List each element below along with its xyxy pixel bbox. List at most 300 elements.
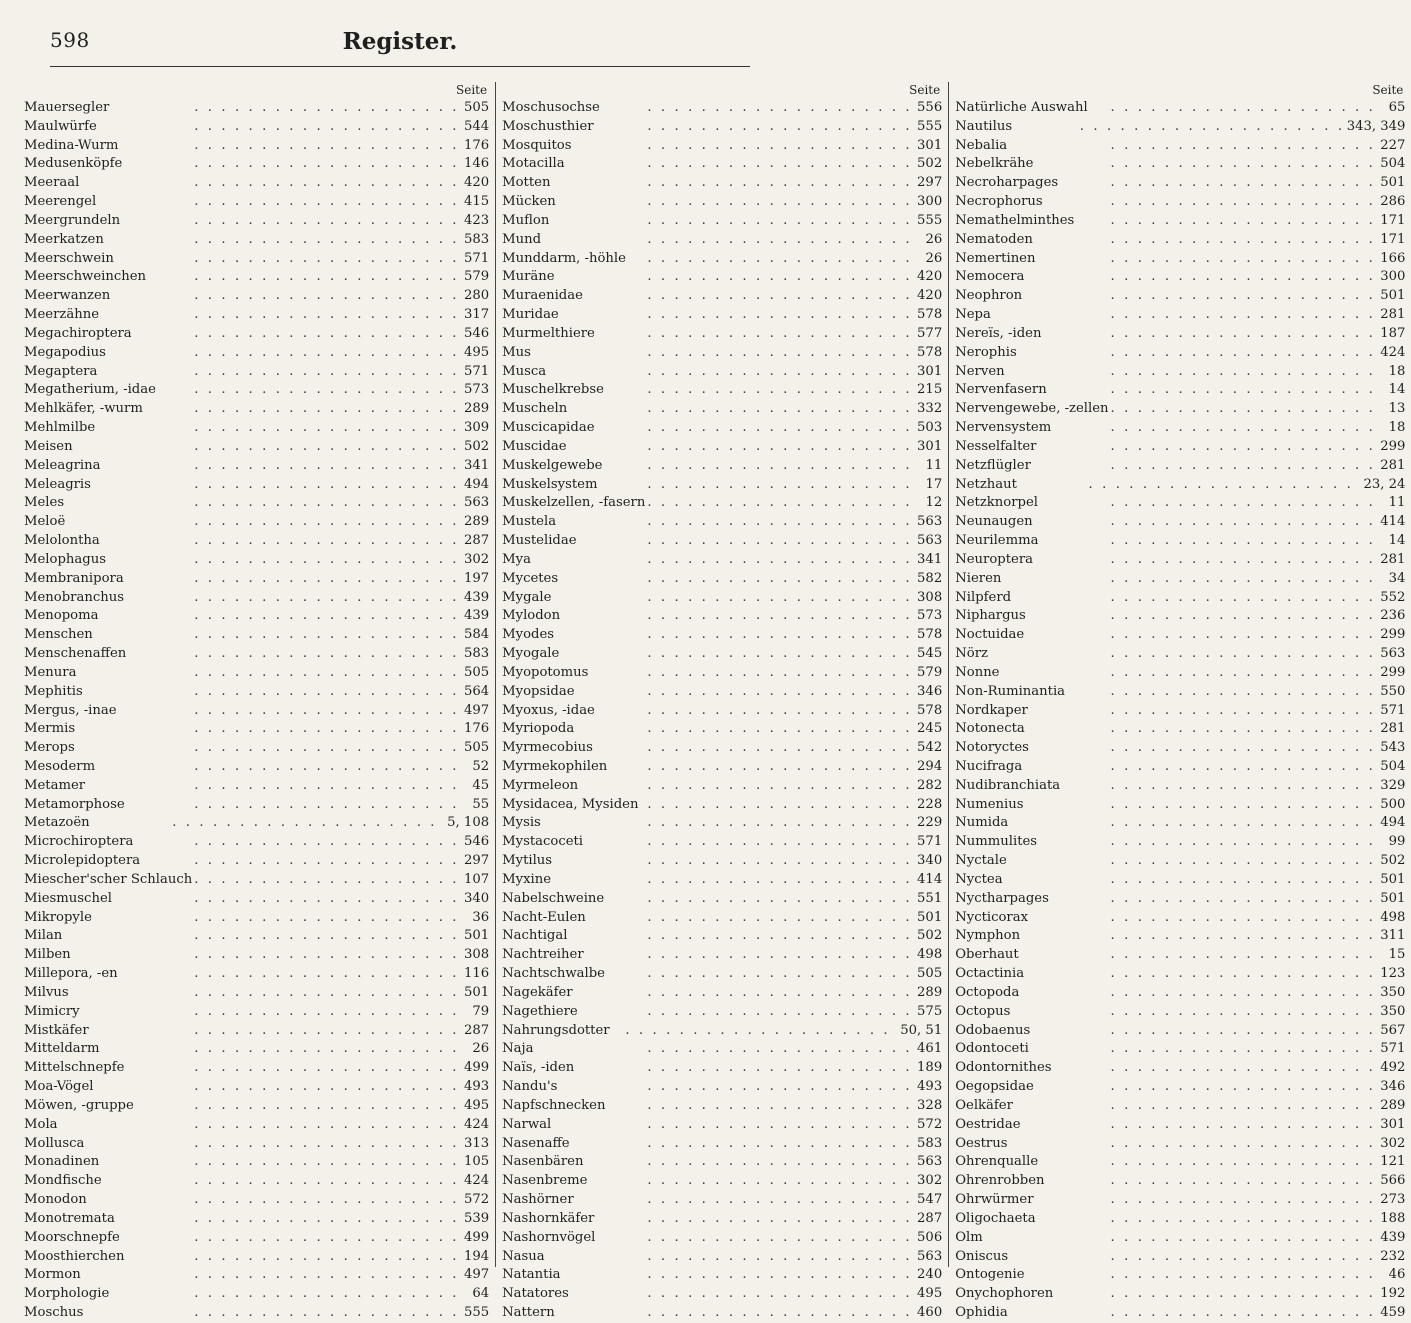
index-page-number: 566 bbox=[1380, 1173, 1406, 1189]
index-page-number: 415 bbox=[463, 194, 490, 210]
index-term: Oligochaeta bbox=[955, 1210, 1036, 1226]
index-entry bbox=[502, 814, 942, 833]
index-page-number: 423 bbox=[463, 212, 490, 228]
dot-leader: . . . . . . . . . . . . . . . . . . . . bbox=[647, 1305, 913, 1320]
index-page-number: 439 bbox=[463, 589, 490, 605]
index-page-number: 232 bbox=[1380, 1248, 1406, 1264]
dot-leader: . . . . . . . . . . . . . . . . . . . . bbox=[1110, 646, 1376, 662]
index-page-number: 65 bbox=[1388, 100, 1406, 115]
index-term: Membranipora bbox=[24, 570, 124, 586]
index-page-number: 571 bbox=[1380, 702, 1406, 718]
dot-leader: . . . . . . . . . . . . . . . . . . . . bbox=[1110, 1210, 1376, 1226]
dot-leader: . . . . . . . . . . . . . . . . . . . . bbox=[1110, 156, 1376, 172]
index-entry bbox=[502, 1304, 942, 1323]
dot-leader: . . . . . . . . . . . . . . . . . . . . bbox=[647, 533, 913, 549]
index-page-number: 583 bbox=[463, 231, 490, 247]
dot-leader: . . . . . . . . . . . . . . . . . . . . bbox=[1110, 269, 1376, 285]
index-term: Mauersegler bbox=[24, 100, 110, 115]
index-entry bbox=[502, 344, 942, 363]
index-entry bbox=[502, 1059, 942, 1078]
index-entry bbox=[24, 852, 489, 871]
index-term: Megatherium, -idae bbox=[24, 382, 156, 398]
index-term: Mysidacea, Mysiden bbox=[502, 796, 639, 812]
dot-leader: . . . . . . . . . . . . . . . . . . . . bbox=[1110, 608, 1376, 624]
index-entry bbox=[955, 626, 1405, 645]
index-entry bbox=[955, 890, 1405, 909]
index-entry bbox=[502, 1210, 942, 1229]
index-term: Milben bbox=[24, 947, 71, 963]
index-entry bbox=[24, 476, 489, 495]
index-page-number: 439 bbox=[1380, 1229, 1406, 1245]
index-page-number: 52 bbox=[472, 758, 490, 774]
index-entry bbox=[955, 739, 1405, 758]
index-entry bbox=[955, 494, 1405, 513]
index-entry bbox=[955, 1304, 1405, 1323]
index-page-number: 578 bbox=[917, 702, 943, 718]
dot-leader: . . . . . . . . . . . . . . . . . . . . bbox=[647, 966, 913, 982]
index-term: Odontoceti bbox=[955, 1041, 1029, 1057]
index-term: Notoryctes bbox=[955, 740, 1029, 756]
index-page-number: 546 bbox=[463, 325, 490, 341]
index-entry bbox=[502, 1097, 942, 1116]
index-entry bbox=[24, 1248, 489, 1267]
index-page-number: 192 bbox=[1380, 1286, 1406, 1302]
index-page-number: 563 bbox=[917, 1154, 943, 1170]
dot-leader: . . . . . . . . . . . . . . . . . . . . bbox=[194, 890, 460, 906]
dot-leader: . . . . . . . . . . . . . . . . . . . . bbox=[647, 1060, 913, 1076]
index-page-number: 282 bbox=[917, 777, 943, 793]
index-entry bbox=[24, 796, 489, 815]
index-page-number: 197 bbox=[463, 570, 490, 586]
index-term: Mysis bbox=[502, 815, 541, 831]
dot-leader: . . . . . . . . . . . . . . . . . . . . bbox=[194, 307, 460, 323]
index-page-number: 461 bbox=[917, 1041, 943, 1057]
index-entry bbox=[955, 1191, 1405, 1210]
index-term: Mus bbox=[502, 344, 531, 360]
index-entry bbox=[24, 99, 489, 118]
index-term: Nabelschweine bbox=[502, 890, 605, 906]
dot-leader: . . . . . . . . . . . . . . . . . . . . bbox=[194, 137, 460, 153]
index-term: Microchiroptera bbox=[24, 834, 134, 850]
index-page-number: 46 bbox=[1388, 1267, 1406, 1283]
index-term: Neophron bbox=[955, 288, 1023, 304]
index-term: Netzhaut bbox=[955, 476, 1017, 492]
index-page-number: 578 bbox=[917, 627, 943, 643]
dot-leader: . . . . . . . . . . . . . . . . . . . . bbox=[1110, 137, 1376, 153]
index-term: Naïs, -iden bbox=[502, 1060, 575, 1076]
index-page-number: 501 bbox=[1380, 890, 1406, 906]
index-term: Muräne bbox=[502, 269, 555, 285]
index-page-number: 294 bbox=[917, 758, 943, 774]
index-term: Nagethiere bbox=[502, 1003, 578, 1019]
dot-leader: . . . . . . . . . . . . . . . . . . . . bbox=[194, 853, 460, 869]
dot-leader: . . . . . . . . . . . . . . . . . . . . bbox=[194, 721, 460, 737]
dot-leader: . . . . . . . . . . . . . . . . . . . . bbox=[647, 1267, 913, 1283]
index-page-number: 26 bbox=[925, 231, 943, 247]
dot-leader: . . . . . . . . . . . . . . . . . . . . bbox=[1110, 966, 1376, 982]
dot-leader: . . . . . . . . . . . . . . . . . . . . bbox=[194, 100, 460, 115]
index-page-number: 36 bbox=[472, 909, 490, 925]
index-term: Numida bbox=[955, 815, 1009, 831]
index-term: Natantia bbox=[502, 1267, 561, 1283]
index-term: Muraenidae bbox=[502, 288, 583, 304]
index-entry bbox=[24, 1229, 489, 1248]
dot-leader: . . . . . . . . . . . . . . . . . . . . bbox=[647, 457, 913, 473]
index-term: Mistkäfer bbox=[24, 1022, 89, 1038]
index-term: Non-Ruminantia bbox=[955, 683, 1066, 699]
index-entry bbox=[24, 287, 489, 306]
dot-leader: . . . . . . . . . . . . . . . . . . . . bbox=[647, 1192, 913, 1208]
index-entry bbox=[24, 1210, 489, 1229]
dot-leader: . . . . . . . . . . . . . . . . . . . . bbox=[1110, 721, 1376, 737]
index-entry bbox=[24, 833, 489, 852]
index-page-number: 332 bbox=[917, 401, 943, 417]
index-entry bbox=[955, 984, 1405, 1003]
index-page-number: 584 bbox=[463, 627, 490, 643]
index-term: Medina-Wurm bbox=[24, 137, 119, 153]
index-entry bbox=[24, 909, 489, 928]
index-term: Monotremata bbox=[24, 1210, 115, 1226]
index-term: Ohrenrobben bbox=[955, 1173, 1045, 1189]
dot-leader: . . . . . . . . . . . . . . . . . . . . bbox=[647, 269, 913, 285]
index-term: Muschelkrebse bbox=[502, 382, 604, 398]
dot-leader: . . . . . . . . . . . . . . . . . . . . bbox=[1110, 984, 1376, 1000]
index-entry bbox=[955, 268, 1405, 287]
index-term: Nilpferd bbox=[955, 589, 1012, 605]
index-term: Nucifraga bbox=[955, 758, 1023, 774]
dot-leader: . . . . . . . . . . . . . . . . . . . . bbox=[1110, 1286, 1376, 1302]
index-page-number: 424 bbox=[463, 1116, 490, 1132]
dot-leader: . . . . . . . . . . . . . . . . . . . . bbox=[1110, 533, 1376, 549]
index-entry bbox=[502, 1266, 942, 1285]
index-entry bbox=[502, 852, 942, 871]
index-entry bbox=[955, 1135, 1405, 1154]
dot-leader: . . . . . . . . . . . . . . . . . . . . bbox=[194, 664, 460, 680]
dot-leader: . . . . . . . . . . . . . . . . . . . . bbox=[1088, 476, 1354, 492]
dot-leader: . . . . . . . . . . . . . . . . . . . . bbox=[1110, 740, 1376, 756]
index-page-number: 578 bbox=[917, 344, 943, 360]
index-entry bbox=[502, 306, 942, 325]
index-term: Nereïs, -iden bbox=[955, 325, 1042, 341]
index-term: Numenius bbox=[955, 796, 1024, 812]
index-entry bbox=[24, 1059, 489, 1078]
index-entry bbox=[24, 683, 489, 702]
dot-leader: . . . . . . . . . . . . . . . . . . . . bbox=[647, 1154, 913, 1170]
index-page-number: 350 bbox=[1380, 984, 1406, 1000]
dot-leader: . . . . . . . . . . . . . . . . . . . . bbox=[1110, 231, 1376, 247]
index-entry bbox=[955, 532, 1405, 551]
index-term: Menobranchus bbox=[24, 589, 124, 605]
index-entry bbox=[955, 777, 1405, 796]
index-entry bbox=[502, 476, 942, 495]
dot-leader: . . . . . . . . . . . . . . . . . . . . bbox=[647, 288, 913, 304]
index-entry bbox=[502, 1191, 942, 1210]
index-entry bbox=[24, 890, 489, 909]
index-entry bbox=[24, 871, 489, 890]
index-term: Muskelsystem bbox=[502, 476, 598, 492]
index-entry bbox=[955, 1097, 1405, 1116]
dot-leader: . . . . . . . . . . . . . . . . . . . . bbox=[647, 890, 913, 906]
dot-leader: . . . . . . . . . . . . . . . . . . . . bbox=[172, 815, 438, 831]
index-term: Meles bbox=[24, 495, 65, 511]
index-page-number: 287 bbox=[463, 533, 490, 549]
index-entry bbox=[502, 457, 942, 476]
index-entry bbox=[24, 739, 489, 758]
index-entry bbox=[955, 909, 1405, 928]
dot-leader: . . . . . . . . . . . . . . . . . . . . bbox=[647, 1248, 913, 1264]
index-page-number: 502 bbox=[463, 438, 490, 454]
dot-leader: . . . . . . . . . . . . . . . . . . . . bbox=[647, 1079, 913, 1095]
dot-leader: . . . . . . . . . . . . . . . . . . . . bbox=[194, 1305, 460, 1320]
index-page-number: 289 bbox=[463, 401, 490, 417]
index-entry bbox=[502, 720, 942, 739]
index-entry bbox=[502, 626, 942, 645]
index-entry bbox=[955, 702, 1405, 721]
index-term: Mitteldarm bbox=[24, 1041, 100, 1057]
index-term: Moosthierchen bbox=[24, 1248, 125, 1264]
index-entry bbox=[24, 1003, 489, 1022]
index-page-number: 301 bbox=[917, 438, 943, 454]
index-page-number: 582 bbox=[917, 570, 943, 586]
index-page-number: 493 bbox=[917, 1079, 943, 1095]
index-entry bbox=[24, 137, 489, 156]
index-page-number: 301 bbox=[917, 363, 943, 379]
index-page-number: 187 bbox=[1380, 325, 1406, 341]
index-term: Nerven bbox=[955, 363, 1005, 379]
index-page-number: 563 bbox=[463, 495, 490, 511]
dot-leader: . . . . . . . . . . . . . . . . . . . . bbox=[647, 721, 913, 737]
index-entry bbox=[24, 438, 489, 457]
index-entry bbox=[24, 325, 489, 344]
index-page-number: 299 bbox=[1380, 438, 1406, 454]
index-term: Meerkatzen bbox=[24, 231, 104, 247]
index-page-number: 414 bbox=[1380, 514, 1406, 530]
index-entry bbox=[24, 532, 489, 551]
index-term: Mittelschnepfe bbox=[24, 1060, 125, 1076]
index-term: Megachiroptera bbox=[24, 325, 132, 341]
index-page-number: 18 bbox=[1388, 363, 1406, 379]
index-page-number: 171 bbox=[1380, 231, 1406, 247]
index-column-2 bbox=[495, 82, 948, 1320]
index-term: Myoxus, -idae bbox=[502, 702, 595, 718]
dot-leader: . . . . . . . . . . . . . . . . . . . . bbox=[647, 796, 913, 812]
index-entry bbox=[24, 457, 489, 476]
index-term: Mustela bbox=[502, 514, 557, 530]
index-entry bbox=[502, 965, 942, 984]
dot-leader: . . . . . . . . . . . . . . . . . . . . bbox=[1110, 1135, 1376, 1151]
index-term: Milan bbox=[24, 928, 63, 944]
index-page-number: 504 bbox=[1380, 758, 1406, 774]
dot-leader: . . . . . . . . . . . . . . . . . . . . bbox=[647, 325, 913, 341]
dot-leader: . . . . . . . . . . . . . . . . . . . . bbox=[1110, 627, 1376, 643]
index-page-number: 501 bbox=[463, 928, 490, 944]
dot-leader: . . . . . . . . . . . . . . . . . . . . bbox=[194, 1229, 460, 1245]
index-term: Nervengewebe, -zellen bbox=[955, 401, 1109, 417]
index-entry bbox=[955, 570, 1405, 589]
index-page-number: 498 bbox=[917, 947, 943, 963]
index-term: Nasenaffe bbox=[502, 1135, 570, 1151]
index-term: Moschusochse bbox=[502, 100, 600, 115]
index-entry bbox=[955, 1210, 1405, 1229]
index-term: Oberhaut bbox=[955, 947, 1019, 963]
dot-leader: . . . . . . . . . . . . . . . . . . . . bbox=[1110, 457, 1376, 473]
index-page-number: 302 bbox=[1380, 1135, 1406, 1151]
dot-leader: . . . . . . . . . . . . . . . . . . . . bbox=[647, 344, 913, 360]
index-term: Neuroptera bbox=[955, 551, 1034, 567]
index-entry bbox=[502, 155, 942, 174]
index-page-number: 116 bbox=[463, 966, 490, 982]
dot-leader: . . . . . . . . . . . . . . . . . . . . bbox=[647, 740, 913, 756]
index-entry bbox=[955, 1078, 1405, 1097]
index-entry bbox=[24, 1304, 489, 1323]
index-term: Muskelzellen, -fasern bbox=[502, 495, 646, 511]
dot-leader: . . . . . . . . . . . . . . . . . . . . bbox=[647, 363, 913, 379]
index-term: Niphargus bbox=[955, 608, 1026, 624]
index-entry bbox=[955, 1022, 1405, 1041]
index-entry bbox=[24, 1040, 489, 1059]
index-term: Mesoderm bbox=[24, 758, 96, 774]
index-entry bbox=[955, 118, 1405, 137]
dot-leader: . . . . . . . . . . . . . . . . . . . . bbox=[647, 627, 913, 643]
dot-leader: . . . . . . . . . . . . . . . . . . . . bbox=[647, 250, 913, 266]
dot-leader: . . . . . . . . . . . . . . . . . . . . bbox=[194, 533, 460, 549]
index-term: Natürliche Auswahl bbox=[955, 100, 1088, 115]
index-page-number: 79 bbox=[472, 1003, 490, 1019]
dot-leader: . . . . . . . . . . . . . . . . . . . . bbox=[647, 137, 913, 153]
index-page-number: 414 bbox=[917, 871, 943, 887]
dot-leader: . . . . . . . . . . . . . . . . . . . . bbox=[647, 570, 913, 586]
index-term: Notonecta bbox=[955, 721, 1025, 737]
index-term: Nachtschwalbe bbox=[502, 966, 605, 982]
index-entry bbox=[502, 231, 942, 250]
index-page-number: 551 bbox=[917, 890, 943, 906]
index-entry bbox=[502, 683, 942, 702]
index-term: Oestridae bbox=[955, 1116, 1021, 1132]
index-term: Nandu's bbox=[502, 1079, 558, 1095]
index-term: Moschus bbox=[24, 1305, 84, 1320]
index-entry bbox=[502, 532, 942, 551]
dot-leader: . . . . . . . . . . . . . . . . . . . . bbox=[647, 853, 913, 869]
dot-leader: . . . . . . . . . . . . . . . . . . . . bbox=[194, 608, 460, 624]
index-term: Meeraal bbox=[24, 175, 80, 191]
dot-leader: . . . . . . . . . . . . . . . . . . . . bbox=[1110, 551, 1376, 567]
index-page-number: 55 bbox=[472, 796, 490, 812]
index-page-number: 301 bbox=[917, 137, 943, 153]
dot-leader: . . . . . . . . . . . . . . . . . . . . bbox=[647, 909, 913, 925]
index-term: Olm bbox=[955, 1229, 983, 1245]
index-page-number: 495 bbox=[917, 1286, 943, 1302]
index-page-number: 287 bbox=[917, 1210, 943, 1226]
index-term: Moschusthier bbox=[502, 118, 594, 134]
index-entry bbox=[502, 796, 942, 815]
dot-leader: . . . . . . . . . . . . . . . . . . . . bbox=[647, 928, 913, 944]
index-page-number: 194 bbox=[463, 1248, 490, 1264]
index-term: Miescher'scher Schlauch bbox=[24, 871, 193, 887]
index-term: Nebalia bbox=[955, 137, 1008, 153]
index-term: Millepora, -en bbox=[24, 966, 118, 982]
index-term: Nemertinen bbox=[955, 250, 1036, 266]
index-entry bbox=[955, 155, 1405, 174]
index-entry bbox=[24, 1191, 489, 1210]
dot-leader: . . . . . . . . . . . . . . . . . . . . bbox=[647, 589, 913, 605]
dot-leader: . . . . . . . . . . . . . . . . . . . . bbox=[1110, 589, 1376, 605]
index-entry bbox=[955, 607, 1405, 626]
dot-leader: . . . . . . . . . . . . . . . . . . . . bbox=[194, 834, 460, 850]
index-page-number: 227 bbox=[1380, 137, 1406, 153]
dot-leader: . . . . . . . . . . . . . . . . . . . . bbox=[647, 1229, 913, 1245]
index-entry bbox=[955, 287, 1405, 306]
index-entry bbox=[955, 363, 1405, 382]
index-entry bbox=[24, 758, 489, 777]
index-entry bbox=[24, 231, 489, 250]
index-term: Myopsidae bbox=[502, 683, 575, 699]
index-entry bbox=[955, 1266, 1405, 1285]
dot-leader: . . . . . . . . . . . . . . . . . . . . bbox=[647, 231, 913, 247]
index-entry bbox=[502, 589, 942, 608]
index-entry bbox=[24, 984, 489, 1003]
index-entry bbox=[955, 457, 1405, 476]
index-term: Mystacoceti bbox=[502, 834, 584, 850]
index-entry bbox=[955, 381, 1405, 400]
index-entry bbox=[502, 984, 942, 1003]
index-entry bbox=[502, 118, 942, 137]
index-term: Nörz bbox=[955, 646, 988, 662]
index-page-number: 495 bbox=[463, 344, 490, 360]
dot-leader: . . . . . . . . . . . . . . . . . . . . bbox=[194, 1041, 460, 1057]
index-page-number: 556 bbox=[917, 100, 943, 115]
index-page-number: 341 bbox=[917, 551, 943, 567]
dot-leader: . . . . . . . . . . . . . . . . . . . . bbox=[1110, 401, 1376, 417]
index-term: Mya bbox=[502, 551, 531, 567]
index-page-number: 105 bbox=[463, 1154, 490, 1170]
index-page-number: 123 bbox=[1380, 966, 1406, 982]
dot-leader: . . . . . . . . . . . . . . . . . . . . bbox=[647, 777, 913, 793]
index-entry bbox=[502, 513, 942, 532]
index-page-number: 573 bbox=[917, 608, 943, 624]
dot-leader: . . . . . . . . . . . . . . . . . . . . bbox=[1110, 420, 1376, 436]
index-term: Nieren bbox=[955, 570, 1002, 586]
index-entry bbox=[24, 946, 489, 965]
index-term: Mylodon bbox=[502, 608, 561, 624]
index-page-number: 302 bbox=[463, 551, 490, 567]
index-page-number: 504 bbox=[1380, 156, 1406, 172]
column-heading: Seite bbox=[1372, 83, 1404, 97]
index-page-number: 313 bbox=[463, 1135, 490, 1151]
page-title: Register. bbox=[342, 28, 458, 55]
index-page-number: 340 bbox=[917, 853, 943, 869]
index-term: Narwal bbox=[502, 1116, 552, 1132]
index-page-number: 583 bbox=[463, 646, 490, 662]
dot-leader: . . . . . . . . . . . . . . . . . . . . bbox=[1110, 1079, 1376, 1095]
index-page-number: 571 bbox=[463, 250, 490, 266]
index-page-number: 571 bbox=[917, 834, 943, 850]
index-term: Nebelkrähe bbox=[955, 156, 1034, 172]
index-entry bbox=[955, 796, 1405, 815]
index-entry bbox=[955, 720, 1405, 739]
index-entry bbox=[502, 363, 942, 382]
dot-leader: . . . . . . . . . . . . . . . . . . . . bbox=[1110, 834, 1376, 850]
index-term: Myrmekophilen bbox=[502, 758, 608, 774]
index-term: Motten bbox=[502, 175, 551, 191]
dot-leader: . . . . . . . . . . . . . . . . . . . . bbox=[1110, 890, 1376, 906]
dot-leader: . . . . . . . . . . . . . . . . . . . . bbox=[647, 683, 913, 699]
index-term: Myriopoda bbox=[502, 721, 575, 737]
index-entry bbox=[502, 137, 942, 156]
index-page-number: 329 bbox=[1380, 777, 1406, 793]
index-entry bbox=[24, 645, 489, 664]
index-entry bbox=[502, 99, 942, 118]
index-page-number: 583 bbox=[917, 1135, 943, 1151]
